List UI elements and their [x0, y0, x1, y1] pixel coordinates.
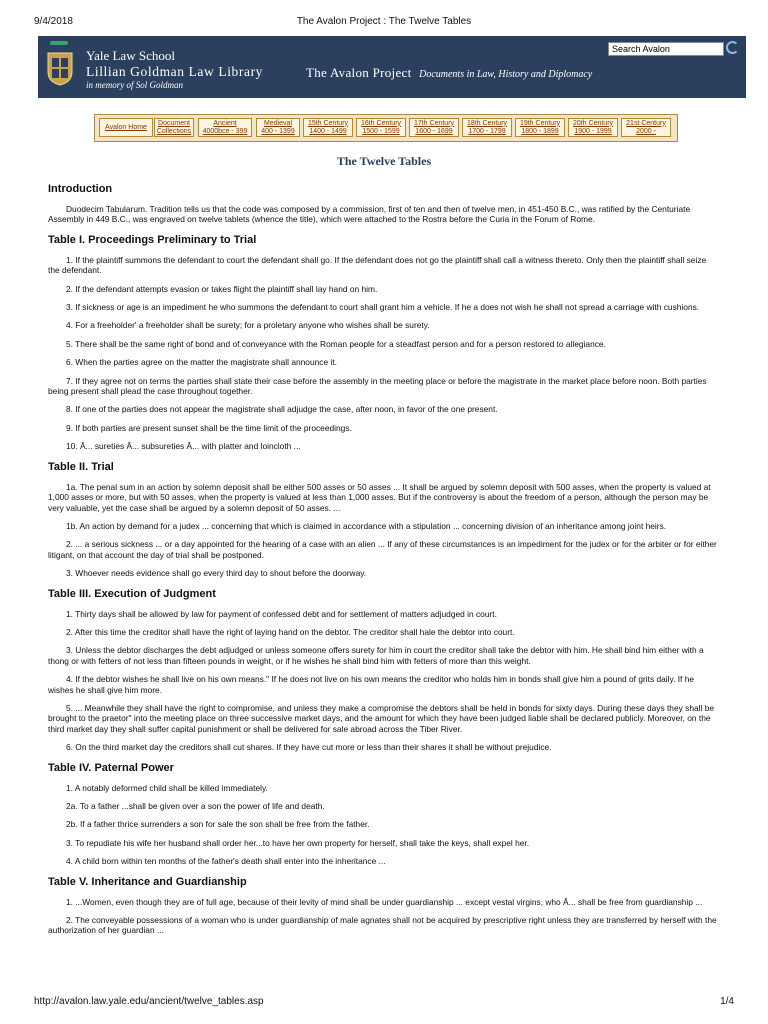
print-page-number: 1/4 — [720, 996, 734, 1007]
nav-16th-century[interactable]: 16th Century 1500 - 1599 — [356, 118, 406, 137]
site-banner — [38, 36, 746, 98]
project-title — [306, 65, 592, 81]
nav-18th-century[interactable]: 18th Century 1700 - 1799 — [462, 118, 512, 137]
yale-shield-icon — [47, 52, 73, 86]
nav-avalon-home[interactable]: Avalon Home — [99, 118, 153, 137]
paragraph: 1b. An action by demand for a judex ... concerning that which is claimed in accordance with a stipulation ... concerning division of an inheritance among joint heirs. — [66, 520, 667, 531]
paragraph: 2. After this time the creditor shall have the right of laying hand on the debtor. The creditor shall hale the debtor into court. — [66, 626, 515, 637]
search-go-icon[interactable] — [726, 41, 739, 54]
paragraph: 3. To repudiate his wife her husband shall order her...to have her own property for herself, shall take the keys, shall expel her. — [66, 837, 530, 848]
document-body — [48, 182, 720, 944]
section-heading: Table III. Execution of Judgment — [48, 587, 216, 600]
paragraph: 8. If one of the parties does not appear the magistrate shall adjudge the case, after noon, in favor of the one present. — [66, 404, 498, 415]
paragraph: 2. ... a serious sickness ... or a day appointed for the hearing of a case with an alien ... If any of these circumstances is an impediment for the judex or for the arbiter or for either litigant, on that account the day of trial shall be postponed. — [48, 539, 717, 560]
section-heading: Introduction — [48, 183, 113, 195]
print-date: 9/4/2018 — [34, 16, 73, 27]
paragraph: 3. Unless the debtor discharges the debt adjudged or unless someone offers surety for him in court the creditor shall take the debtor with him. He shall bind him either with a thong or with fetters of not less than fifteen pounds in weight, or if he wishes he shall bind him with fetters of more than this weight. — [48, 645, 704, 666]
nav-15th-century[interactable]: 15th Century 1400 - 1499 — [303, 118, 353, 137]
print-url: http://avalon.law.yale.edu/ancient/twelve_tables.asp — [34, 996, 264, 1007]
paragraph: 7. If they agree not on terms the parties shall state their case before the assembly in the meeting place or before the magistrate in the market place before noon. Both parties being present shall plead the case throughout together. — [48, 375, 707, 397]
paragraph: 9. If both parties are present sunset shall be the time limit of the proceedings. — [66, 422, 352, 433]
section-heading: Table IV. Paternal Power — [48, 761, 174, 774]
nav-17th-century[interactable]: 17th Century 1600 - 1699 — [409, 118, 459, 137]
paragraph: Duodecim Tabularum. Tradition tells us that the code was composed by a commission, first of ten and then of twelve men, in 451-450 B.C., was ratified by the Centuriate Assembly in 449 B.C., was engraved on twelve tablets (whence the title), which were attached to the Rostra before the Curia in the Forum of Rome. — [48, 204, 691, 225]
era-navigation — [94, 114, 678, 142]
library-name: Lillian Goldman Law Library — [86, 64, 264, 79]
memory-line: in memory of Sol Goldman — [86, 80, 183, 90]
paragraph: 4. If the debtor wishes he shall live on his own means." If he does not live on his own means the creditor who holds him in bonds shall give him a pound of grits daily. If he wishes he shall give him more. — [48, 674, 695, 695]
project-subtitle: Documents in Law, History and Diplomacy — [419, 69, 593, 80]
paragraph: 3. Whoever needs evidence shall go every third day to shout before the doorway. — [66, 568, 367, 579]
paragraph: 6. When the parties agree on the matter the magistrate shall announce it. — [66, 357, 337, 368]
paragraph: 2. If the defendant attempts evasion or takes flight the plaintiff shall lay hand on him. — [66, 283, 378, 294]
paragraph: 2b. If a father thrice surrenders a son for sale the son shall be free from the father. — [66, 819, 370, 830]
print-title: The Avalon Project : The Twelve Tables — [296, 16, 472, 27]
section-heading: Table V. Inheritance and Guardianship — [48, 875, 247, 888]
nav-19th-century[interactable]: 19th Century 1800 - 1899 — [515, 118, 565, 137]
section-heading: Table II. Trial — [48, 460, 114, 473]
paragraph: 1. If the plaintiff summons the defendant to court the defendant shall go. If the defendant does not go the plaintiff shall call a witness thereto. Only then the plaintiff shall seize the defendant. — [48, 254, 707, 276]
nav-ancient[interactable]: Ancient 4000bce - 399 — [198, 118, 252, 137]
nav-21st-century[interactable]: 21st Century 2000 - — [621, 118, 671, 137]
project-name: The Avalon Project — [306, 65, 412, 80]
nav-document-collections[interactable]: Document Collections — [154, 118, 194, 137]
paragraph: 4. For a freeholder' a freeholder shall be surety; for a proletary anyone who wishes shall be surety. — [66, 320, 430, 331]
search-input[interactable] — [608, 42, 724, 56]
paragraph: 1. ...Women, even though they are of full age, because of their levity of mind shall be under guardianship ... except vestal virgins, who Â... shall be free from guardianship ... — [66, 896, 703, 907]
section-heading: Table I. Proceedings Preliminary to Trial — [48, 233, 257, 246]
document-title: The Twelve Tables — [336, 154, 432, 168]
paragraph: 1. Thirty days shall be allowed by law for payment of confessed debt and for settlement of matters adjudged in court. — [66, 608, 497, 619]
paragraph: 5. There shall be the same right of bond and of conveyance with the Roman people for a steadfast person and for a person restored to allegiance. — [66, 338, 606, 349]
paragraph: 4. A child born within ten months of the father's death shall enter into the inheritance ... — [66, 856, 386, 867]
paragraph: 10. Â... sureties Â... subsureties Â... with platter and loincloth ... — [66, 441, 301, 452]
nav-20th-century[interactable]: 20th Century 1900 - 1999 — [568, 118, 618, 137]
paragraph: 2. The conveyable possessions of a woman who is under guardianship of male agnates shall not be acquired by prescriptive right unless they are transferred by herself with the authorization of her guardian ... — [48, 915, 717, 936]
leaf-icon — [50, 41, 68, 45]
paragraph: 5. ... Meanwhile they shall have the right to compromise, and unless they make a compromise the debtors shall be held in bonds for sixty days. During these days they shall be brought to the praetor" into the meeting place on three successive market days, and the amount for which they have been judged liable shall be declared publicly. Moreover, on the third market day they shall suffer capital punishment or shall be delivered for sale abroad across the Tiber River. — [48, 702, 715, 734]
paragraph: 3. If sickness or age is an impediment he who summons the defendant to court shall grant him a vehicle. If he a does not wish he shall not spread a carriage with cushions. — [66, 302, 700, 313]
paragraph: 1. A notably deformed child shall be killed immediately. — [66, 782, 268, 793]
school-name: Yale Law School — [86, 48, 175, 63]
paragraph: 6. On the third market day the creditors shall cut shares. If they have cut more or less than their shares it shall be without prejudice. — [66, 742, 552, 753]
print-header — [0, 0, 768, 27]
nav-medieval[interactable]: Medieval 400 - 1399 — [256, 118, 300, 137]
paragraph: 1a. The penal sum in an action by solemn deposit shall be either 500 asses or 50 asses ... It shall be argued by solemn deposit with 500 asses, when the property is valued at 1,000 asses or more, but with 50 asses, when the property is valued at less than 1,000 asses. But if the controversy is about the freedom of a person, although the person may be very valuable, yet the case shall be argued by a solemn deposit of 50 asses. ... — [48, 481, 711, 513]
paragraph: 2a. To a father ...shall be given over a son the power of life and death. — [66, 801, 325, 811]
